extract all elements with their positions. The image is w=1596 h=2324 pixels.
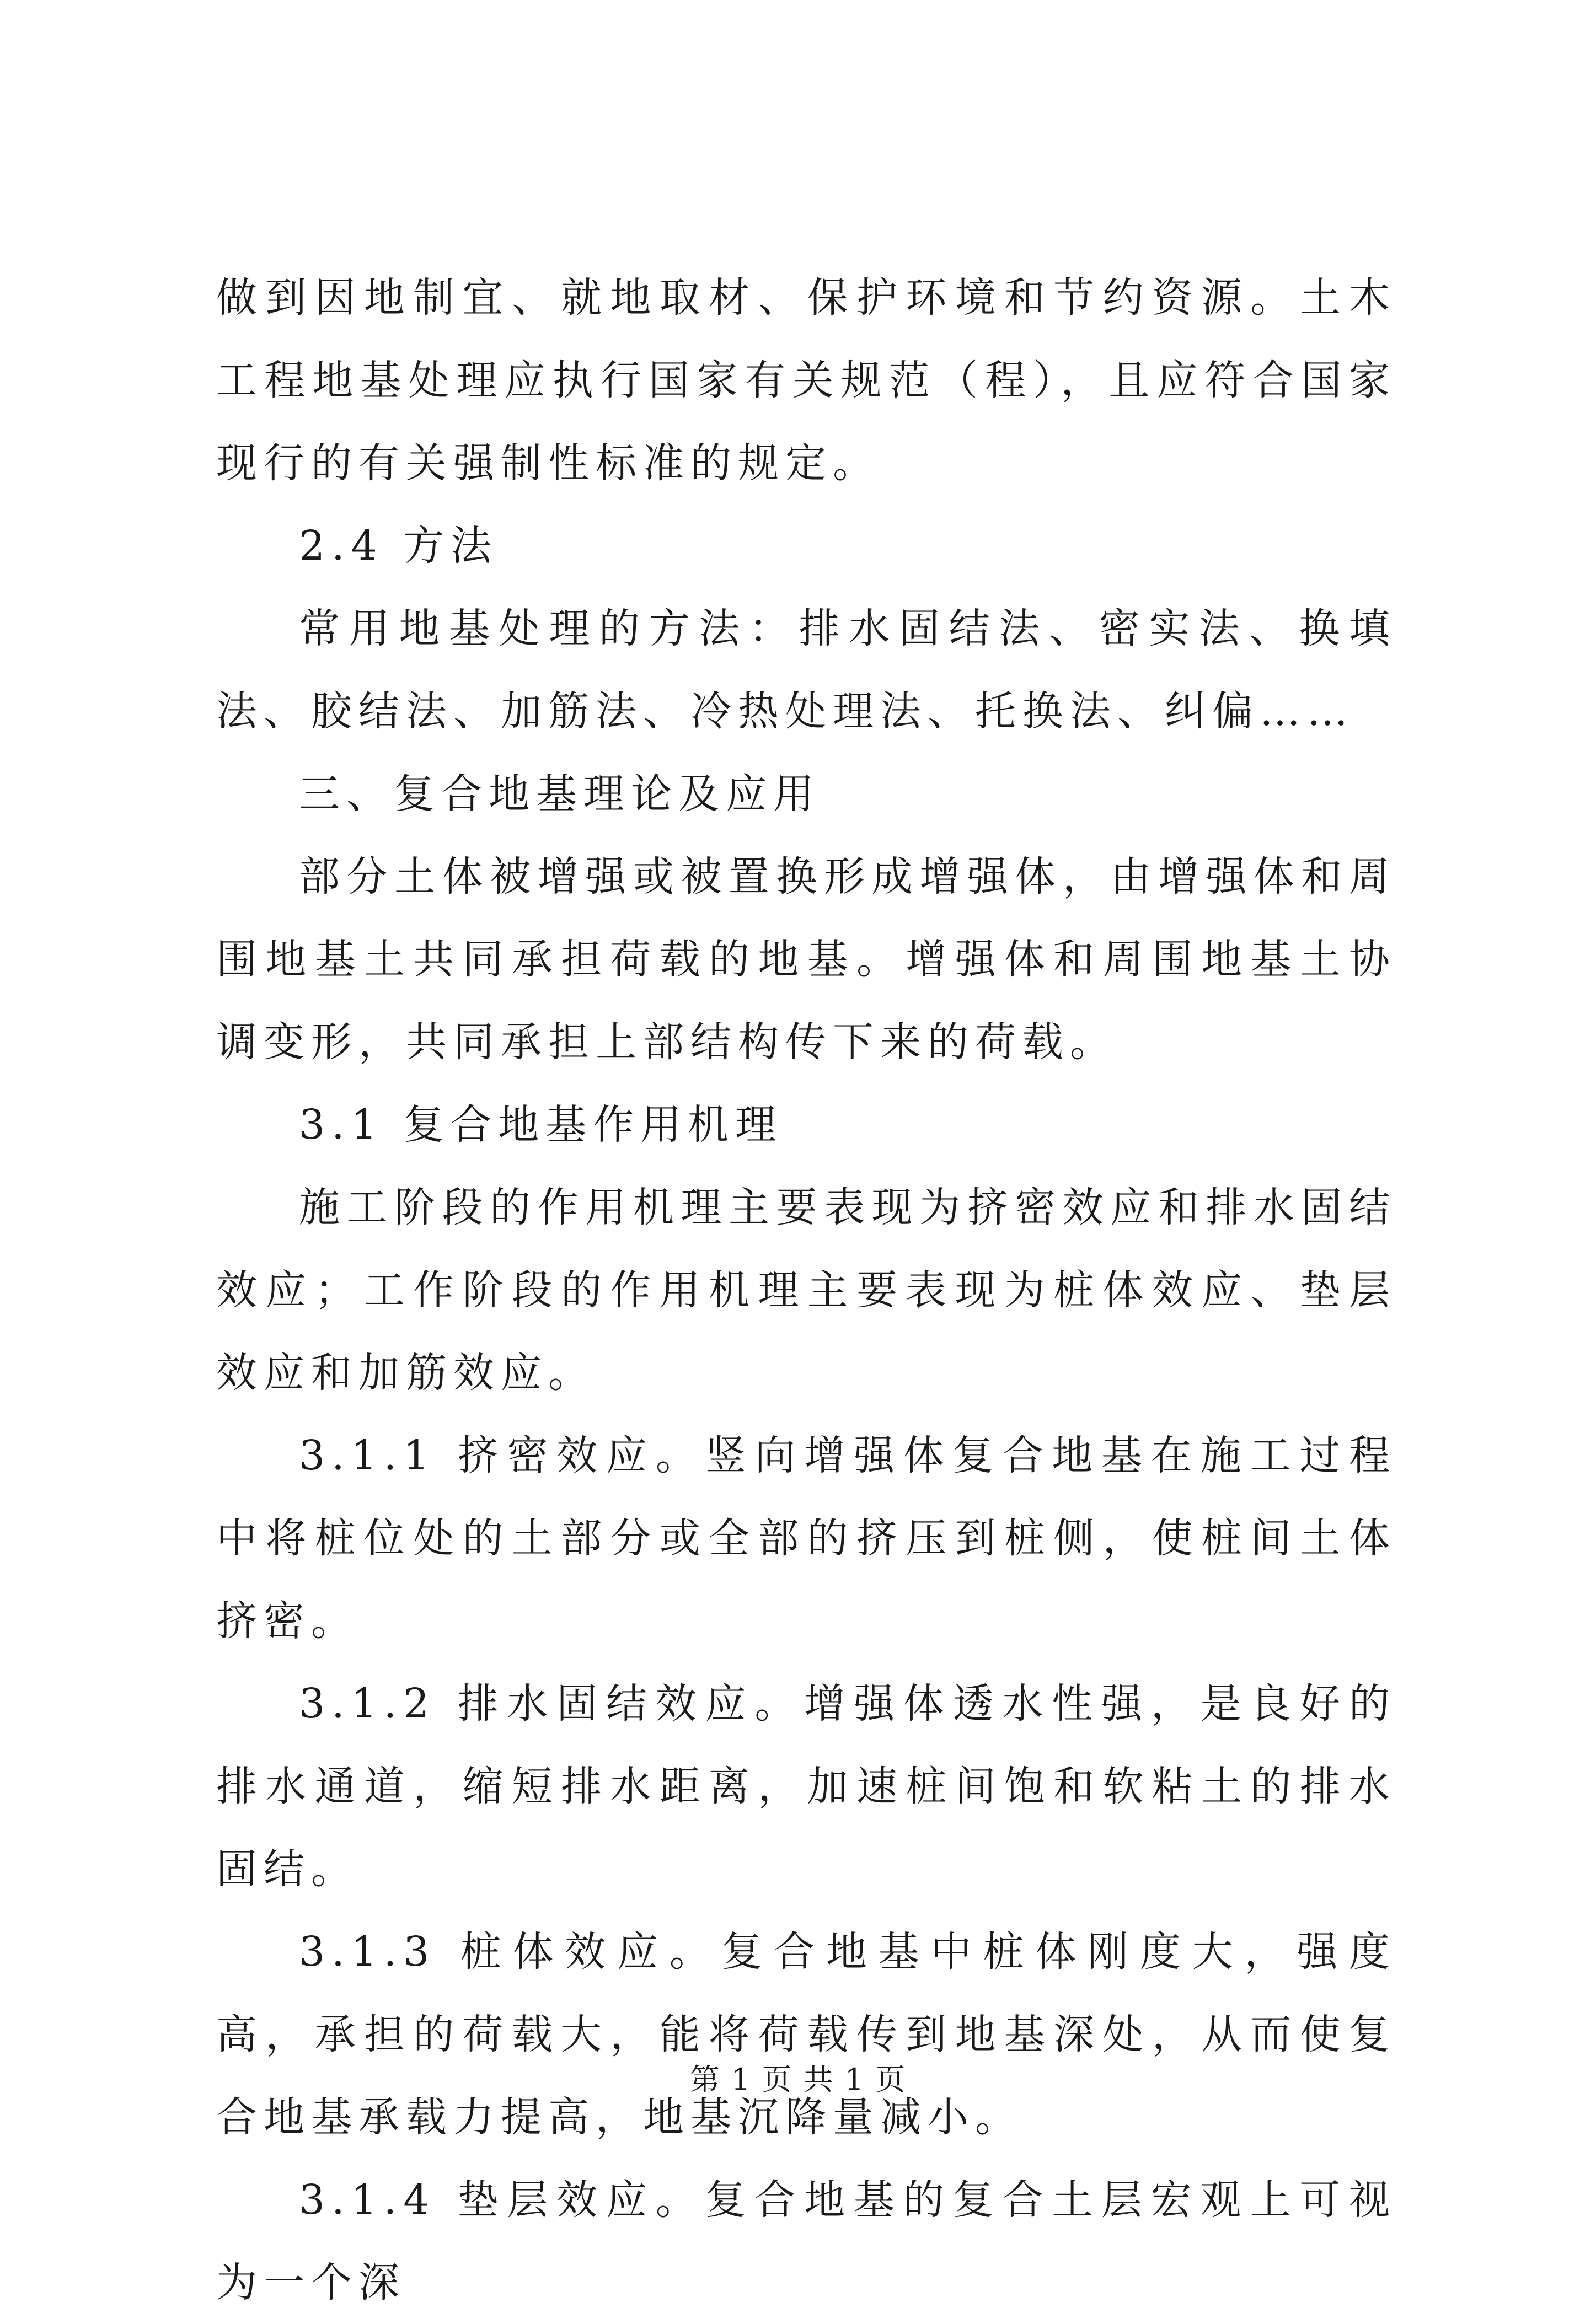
- page-footer: 第 1 页 共 1 页: [689, 2062, 907, 2097]
- paragraph-mechanism: 施工阶段的作用机理主要表现为挤密效应和排水固结效应；工作阶段的作用机理主要表现为桩体效应、垫层效应和加筋效应。: [216, 1184, 1396, 1397]
- chapter-heading-3: 三、复合地基理论及应用: [299, 770, 821, 818]
- paragraph-definition: 部分土体被增强或被置换形成增强体，由增强体和周围地基土共同承担荷载的地基。增强体和周围地基土协调变形，共同承担上部结构传下来的荷载。: [216, 853, 1396, 1066]
- section-heading-2-4: 2.4 方法: [299, 522, 499, 570]
- paragraph-1: 做到因地制宜、就地取材、保护环境和节约资源。土木工程地基处理应执行国家有关规范（程），且应符合国家现行的有关强制性标准的规定。: [216, 274, 1396, 487]
- document-body: [216, 256, 1396, 2324]
- paragraph-3-1-2: 3.1.2 排水固结效应。增强体透水性强，是良好的排水通道，缩短排水距离，加速桩间饱和软粘土的排水固结。: [216, 1680, 1396, 1893]
- paragraph-3-1-3: 3.1.3 桩体效应。复合地基中桩体刚度大，强度高，承担的荷载大，能将荷载传到地基深处，从而使复合地基承载力提高，地基沉降量减小。: [216, 1928, 1396, 2141]
- paragraph-methods: 常用地基处理的方法：排水固结法、密实法、换填法、胶结法、加筋法、冷热处理法、托换法、纠偏……: [216, 605, 1396, 735]
- paragraph-3-1-4: 3.1.4 垫层效应。复合地基的复合土层宏观上可视为一个深: [216, 2176, 1396, 2306]
- section-heading-3-1: 3.1 复合地基作用机理: [299, 1101, 783, 1148]
- paragraph-3-1-1: 3.1.1 挤密效应。竖向增强体复合地基在施工过程中将桩位处的土部分或全部的挤压到桩侧，使桩间土体挤密。: [216, 1432, 1396, 1645]
